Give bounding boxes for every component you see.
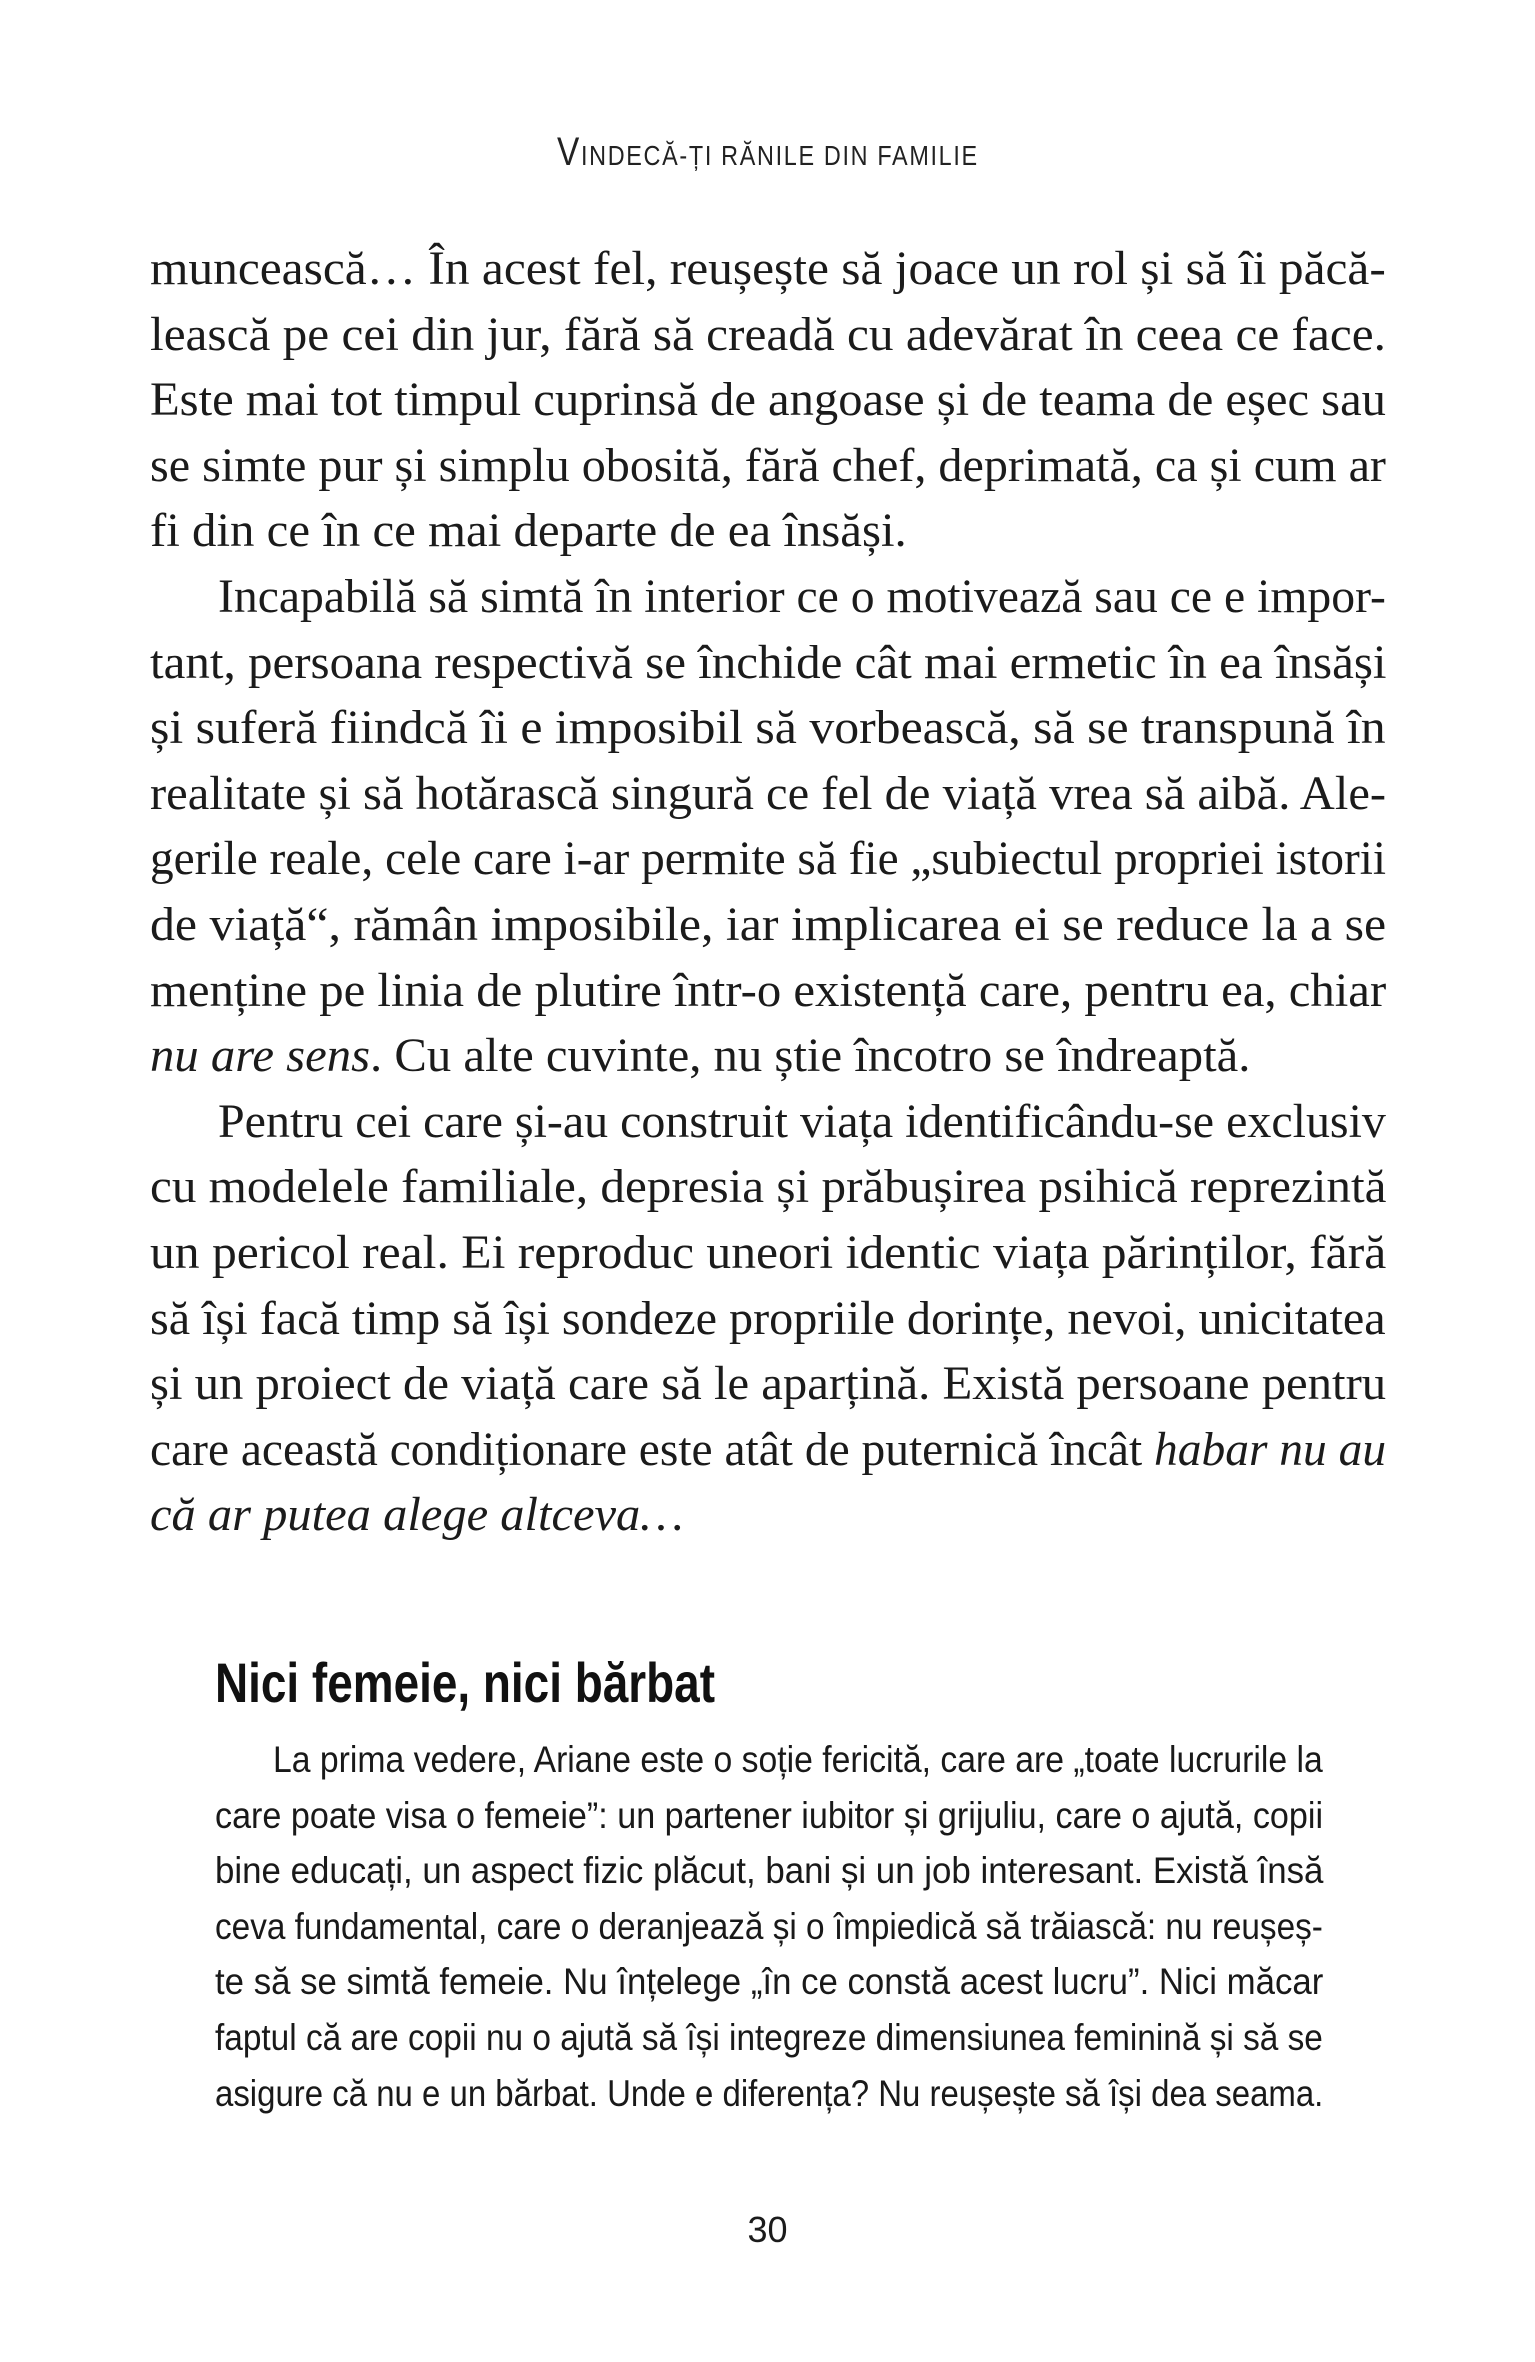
text-segment: ceva fundamental, care o deranjează și o împiedică să trăiască: nu reușeș- bbox=[215, 1905, 1323, 1947]
text-line bbox=[215, 2010, 1323, 2066]
text-line bbox=[150, 1023, 1386, 1089]
page-number: 30 bbox=[747, 2209, 788, 2250]
text-segment: Este mai tot timpul cuprinsă de angoase și de teama de eșec sau bbox=[150, 373, 1386, 427]
paragraph bbox=[150, 564, 1386, 1089]
text-segment: te să se simtă femeie. Nu înțelege „în ce constă acest lucru”. Nici măcar bbox=[215, 1961, 1324, 2003]
text-line bbox=[150, 1482, 1386, 1548]
text-segment: lească pe cei din jur, fără să creadă cu adevărat în ceea ce face. bbox=[150, 307, 1386, 361]
text-line bbox=[150, 302, 1386, 368]
text-segment: Pentru cei care și-au construit viața identificându-se exclusiv bbox=[218, 1094, 1386, 1148]
text-segment: Incapabilă să simtă în interior ce o motivează sau ce e impor- bbox=[218, 569, 1386, 623]
text-segment: faptul că are copii nu o ajută să își integreze dimensiunea feminină și să se bbox=[215, 2016, 1323, 2058]
section-heading-text: Nici femeie, nici bărbat bbox=[215, 1651, 715, 1714]
section-heading bbox=[215, 1652, 715, 1722]
paragraph bbox=[150, 1089, 1386, 1548]
text-line bbox=[150, 826, 1386, 892]
text-segment: să își facă timp să își sondeze propriile dorințe, nevoi, unicitatea bbox=[150, 1291, 1386, 1345]
text-segment: muncească… În acest fel, reușește să joace un rol și să îi păcă- bbox=[150, 242, 1386, 295]
text-segment: realitate și să hotărască singură ce fel de viață vrea să aibă. Ale- bbox=[150, 766, 1387, 820]
text-line bbox=[215, 1843, 1323, 1899]
running-header bbox=[557, 130, 979, 182]
text-segment: La prima vedere, Ariane este o soție fericită, care are „toate lucrurile la bbox=[273, 1739, 1323, 1780]
text-line bbox=[150, 695, 1386, 761]
text-segment: cu modelele familiale, depresia și prăbușirea psihică reprezintă bbox=[150, 1160, 1387, 1214]
text-segment: care poate visa o femeie”: un partener iubitor și grijuliu, care o ajută, copii bbox=[215, 1794, 1324, 1836]
text-segment: care această condiționare este atât de puternică încât bbox=[150, 1422, 1155, 1476]
text-line bbox=[150, 564, 1386, 630]
paragraph bbox=[215, 1732, 1323, 2121]
text-line bbox=[150, 433, 1386, 499]
text-segment: bine educați, un aspect fizic plăcut, bani și un job interesant. Există însă bbox=[215, 1850, 1324, 1892]
text-segment: tant, persoana respectivă se închide cât mai ermetic în ea însăși bbox=[150, 635, 1387, 689]
running-header-text: VINDECĂ-ȚI RĂNILE DIN FAMILIE bbox=[557, 130, 979, 174]
text-segment: și suferă fiindcă îi e imposibil să vorbească, să se transpună în bbox=[150, 701, 1386, 755]
text-line bbox=[150, 498, 1386, 564]
text-segment: gerile reale, cele care i-ar permite să fie „subiectul propriei istorii bbox=[150, 832, 1387, 886]
text-line bbox=[150, 1220, 1386, 1286]
case-study-text bbox=[215, 1732, 1323, 2121]
text-line bbox=[150, 630, 1386, 696]
text-line bbox=[150, 1417, 1386, 1483]
text-line bbox=[150, 892, 1386, 958]
text-line bbox=[150, 958, 1386, 1024]
text-segment: se simte pur și simplu obosită, fără chef, deprimată, ca și cum ar bbox=[150, 438, 1386, 492]
text-line bbox=[150, 1089, 1386, 1155]
text-segment: menține pe linia de plutire într-o existență care, pentru ea, chiar bbox=[150, 963, 1387, 1017]
text-line bbox=[150, 236, 1386, 302]
text-segment: fi din ce în ce mai departe de ea însăși. bbox=[150, 504, 907, 558]
text-segment: asigure că nu e un bărbat. Unde e diferența? Nu reușește să își dea seama. bbox=[215, 2072, 1324, 2114]
text-line bbox=[215, 1899, 1323, 1955]
text-line bbox=[215, 1732, 1323, 1788]
text-segment: un pericol real. Ei reproduc uneori identic viața părinților, fără bbox=[150, 1225, 1387, 1279]
body-text bbox=[150, 236, 1386, 1548]
text-line bbox=[150, 1286, 1386, 1352]
text-line bbox=[215, 1954, 1323, 2010]
text-line bbox=[150, 761, 1386, 827]
text-segment: și un proiect de viață care să le aparțină. Există persoane pentru bbox=[150, 1357, 1387, 1411]
text-line bbox=[215, 2066, 1323, 2122]
text-line bbox=[150, 1351, 1386, 1417]
text-line bbox=[150, 367, 1386, 433]
text-line bbox=[150, 1154, 1386, 1220]
text-segment: . Cu alte cuvinte, nu știe încotro se îndreaptă. bbox=[370, 1029, 1251, 1083]
italic-text: că ar putea alege altceva… bbox=[150, 1488, 684, 1542]
italic-text: habar nu au bbox=[1154, 1422, 1387, 1476]
text-segment: de viață“, rămân imposibile, iar implicarea ei se reduce la a se bbox=[150, 897, 1387, 951]
italic-text: nu are sens bbox=[150, 1029, 371, 1083]
text-line bbox=[215, 1788, 1323, 1844]
paragraph bbox=[150, 236, 1386, 564]
